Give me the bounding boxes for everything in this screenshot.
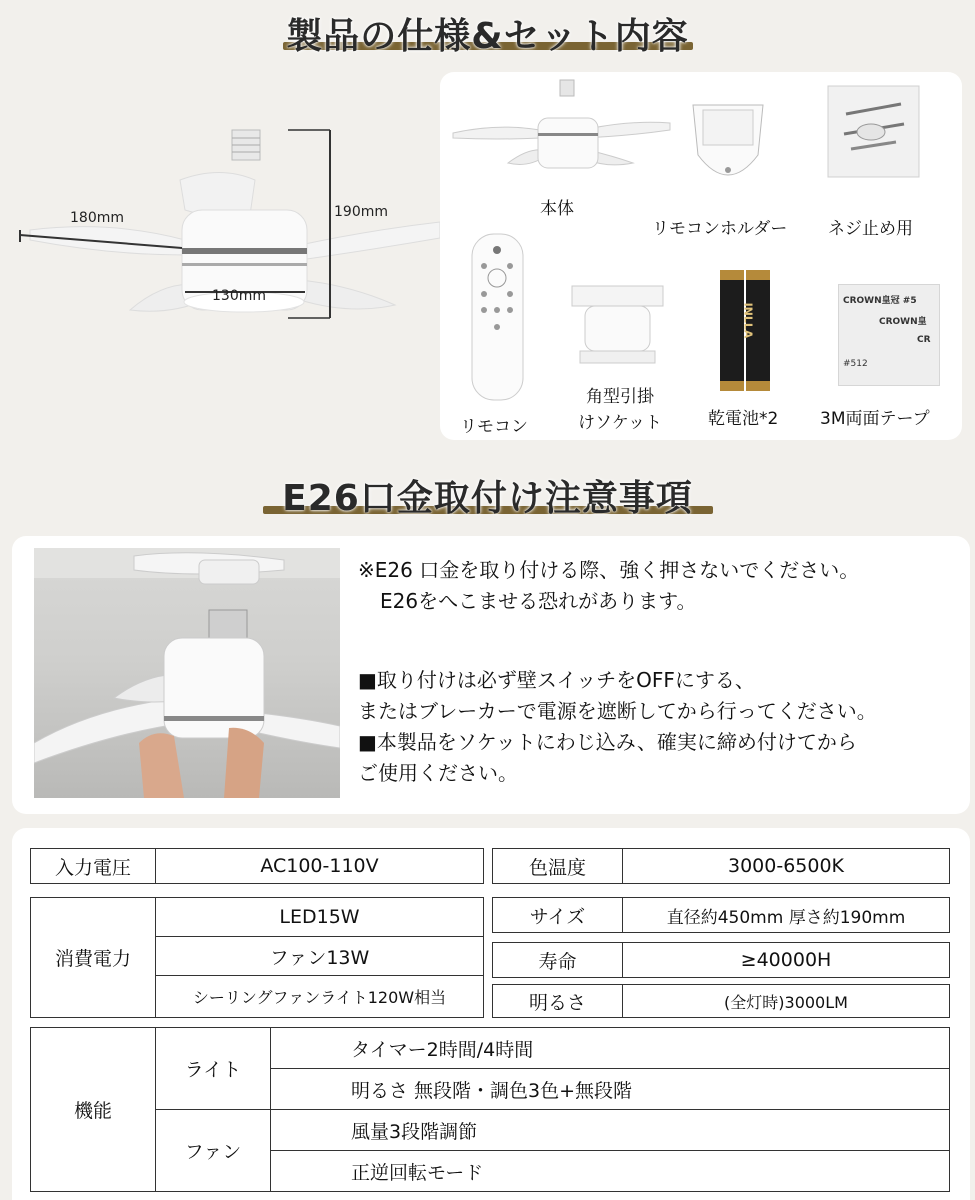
ceiling-socket-image [570,284,665,369]
spec-value-power-fan: ファン13W [155,936,484,976]
spec-label-life: 寿命 [492,942,623,978]
spec-label-brightness: 明るさ [492,984,623,1018]
fan-dimension-diagram [0,70,440,370]
install-photo [34,548,340,798]
spec-value-power-equiv: シーリングファンライト120W相当 [155,975,484,1018]
item-batteries-label: 乾電池*2 [708,409,779,429]
item-screws-label: ネジ止め用 [828,219,913,239]
spec-label-color-temp: 色温度 [492,848,623,884]
section-title-specs: 製品の仕様&セット内容 [0,8,975,59]
main-unit-image [448,78,673,188]
spec-label-function: 機能 [30,1027,156,1192]
item-remote-label: リモコン [460,417,528,437]
kit-contents-card [440,72,962,440]
note-line-4: またはブレーカーで電源を遮断してから行ってください。 [358,699,877,723]
screws-bag-image [826,84,921,179]
item-tape-label: 3M両面テープ [820,409,930,429]
spec-label-power: 消費電力 [30,897,156,1018]
spec-value-color-temp: 3000-6500K [622,848,950,884]
spec-label-input-voltage: 入力電圧 [30,848,156,884]
double-sided-tape-image: CROWN皇冠 #5 CROWN皇 CR #512 [838,284,940,386]
remote-holder-image [688,100,768,195]
battery-brand-text: INLLA [741,302,755,339]
base-dimension-label: 130mm [212,288,266,304]
note-line-6: ご使用ください。 [358,761,518,785]
spec-value-brightness: (全灯時)3000LM [622,984,950,1018]
note-line-5: ■本製品をソケットにわじ込み、確実に締め付けてから [358,730,857,754]
width-dimension-label: 180mm [70,210,124,226]
spec-function-fan-label: ファン [155,1109,271,1192]
spec-value-power-led: LED15W [155,897,484,937]
spec-label-size: サイズ [492,897,623,933]
spec-value-size: 直径約450mm 厚さ約190mm [622,897,950,933]
spec-function-light-timer: タイマー2時間/4時間 [270,1027,950,1069]
remote-control-image [470,232,525,402]
spec-value-life: ≥40000H [622,942,950,978]
note-line-1: ※E26 口金を取り付ける際、強く押さないでください。 [358,558,860,582]
spec-value-input-voltage: AC100-110V [155,848,484,884]
spec-function-light-dimming: 明るさ 無段階・調色3色+無段階 [270,1068,950,1110]
note-line-3: ■取り付けは必ず壁スイッチをOFFにする、 [358,668,755,692]
item-remote-holder-label: リモコンホルダー [652,219,788,239]
spec-function-light-label: ライト [155,1027,271,1110]
section-title-install-notes: E26口金取付け注意事項 [0,470,975,521]
spec-function-fan-speed: 風量3段階調節 [270,1109,950,1151]
height-dimension-label: 190mm [334,204,388,220]
item-main-unit-label: 本体 [540,199,574,219]
spec-function-fan-reverse: 正逆回転モード [270,1150,950,1192]
batteries-image [716,268,776,393]
note-line-2: E26をへこませる恐れがあります。 [380,589,697,613]
item-socket-label: 角型引掛 けソケット [578,387,662,433]
